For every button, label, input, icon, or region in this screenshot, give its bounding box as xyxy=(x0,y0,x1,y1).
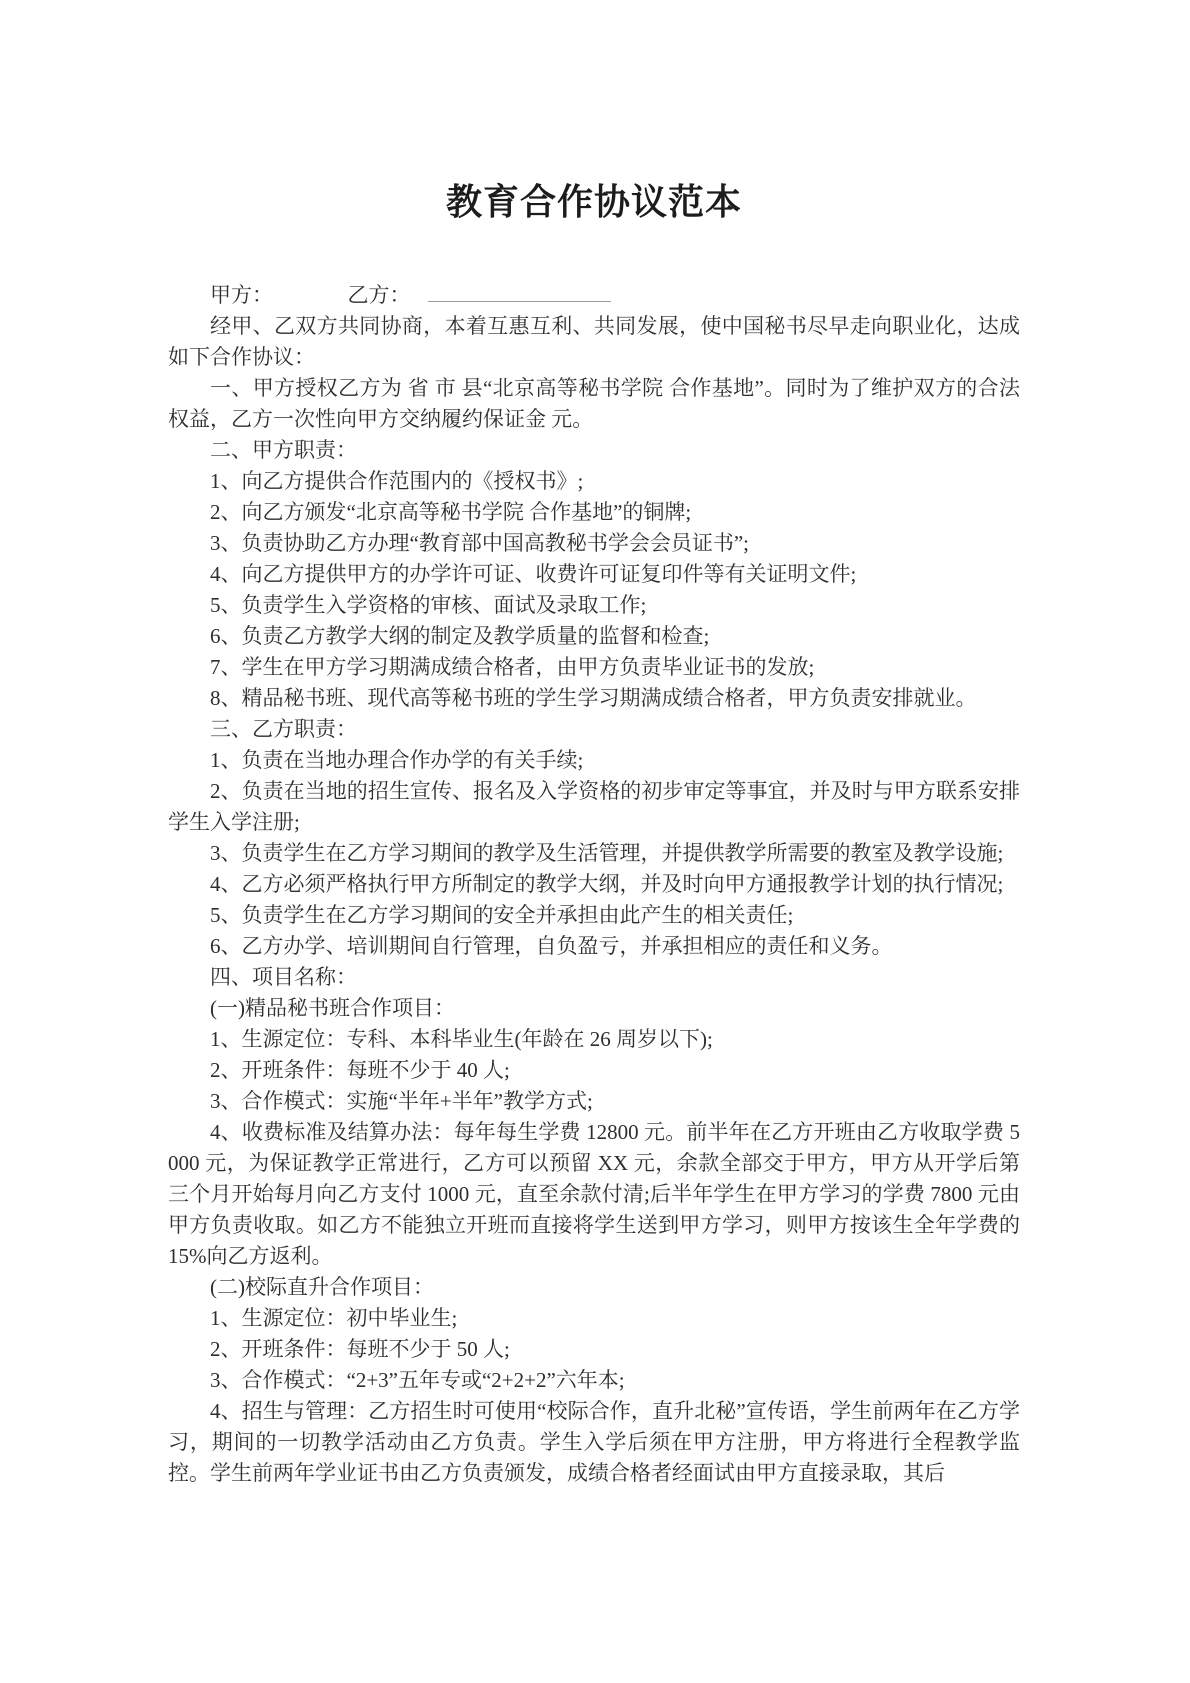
paragraph: 8、精品秘书班、现代高等秘书班的学生学习期满成绩合格者，甲方负责安排就业。 xyxy=(210,686,977,711)
paragraph: 一、甲方授权乙方为 省 市 县“北京高等秘书学院 合作基地”。同时为了维护双方的合法权益，乙方一次性向甲方交纳履约保证金 元。 xyxy=(168,376,1020,432)
paragraph: 5、负责学生在乙方学习期间的安全并承担由此产生的相关责任; xyxy=(210,903,794,928)
paragraph: 6、负责乙方教学大纲的制定及教学质量的监督和检查; xyxy=(210,624,710,649)
paragraph: 3、负责学生在乙方学习期间的教学及生活管理，并提供教学所需要的教室及教学设施; xyxy=(210,841,1004,866)
paragraph: 经甲、乙双方共同协商，本着互惠互利、共同发展，使中国秘书尽早走向职业化，达成如下合作协议： xyxy=(168,314,1020,370)
paragraph-list xyxy=(168,311,1020,1489)
paragraph: 二、甲方职责： xyxy=(210,438,357,463)
paragraph: 3、负责协助乙方办理“教育部中国高教秘书学会会员证书”; xyxy=(210,531,749,556)
paragraph: 2、开班条件：每班不少于 50 人; xyxy=(210,1337,510,1362)
paragraph: 1、生源定位：初中毕业生; xyxy=(210,1306,458,1331)
parties-line xyxy=(168,279,1020,311)
paragraph: 4、乙方必须严格执行甲方所制定的教学大纲，并及时向甲方通报教学计划的执行情况; xyxy=(210,872,1004,897)
paragraph: (一)精品秘书班合作项目： xyxy=(210,996,455,1021)
paragraph: 2、向乙方颁发“北京高等秘书学院 合作基地”的铜牌; xyxy=(210,500,692,525)
paragraph: 5、负责学生入学资格的审核、面试及录取工作; xyxy=(210,593,647,618)
paragraph: 4、招生与管理：乙方招生时可使用“校际合作，直升北秘”宣传语，学生前两年在乙方学习，期间的一切教学活动由乙方负责。学生入学后须在甲方注册，甲方将进行全程教学监控。学生前两年学业证书由乙方负责颁发，成绩合格者经面试由甲方直接录取，其后 xyxy=(168,1399,1020,1486)
paragraph: 1、向乙方提供合作范围内的《授权书》; xyxy=(210,469,584,494)
party-b-label: 乙方： xyxy=(347,283,411,308)
party-a-label: 甲方： xyxy=(210,283,273,308)
paragraph: 四、项目名称： xyxy=(210,965,357,990)
paragraph: 3、合作模式：“2+3”五年专或“2+2+2”六年本; xyxy=(210,1368,625,1393)
paragraph: 6、乙方办学、培训期间自行管理，自负盈亏，并承担相应的责任和义务。 xyxy=(210,934,893,959)
paragraph: 1、生源定位：专科、本科毕业生(年龄在 26 周岁以下); xyxy=(210,1027,713,1052)
paragraph: 2、开班条件：每班不少于 40 人; xyxy=(210,1058,510,1083)
paragraph: 1、负责在当地办理合作办学的有关手续; xyxy=(210,748,584,773)
document-body xyxy=(168,279,1020,1489)
paragraph: 7、学生在甲方学习期满成绩合格者，由甲方负责毕业证书的发放; xyxy=(210,655,815,680)
paragraph: (二)校际直升合作项目： xyxy=(210,1275,434,1300)
paragraph: 三、乙方职责： xyxy=(210,717,357,742)
page-title: 教育合作协议范本 xyxy=(445,182,742,222)
party-b-blank-underline xyxy=(428,279,611,302)
paragraph: 3、合作模式：实施“半年+半年”教学方式; xyxy=(210,1089,593,1114)
paragraph: 4、向乙方提供甲方的办学许可证、收费许可证复印件等有关证明文件; xyxy=(210,562,857,587)
paragraph: 2、负责在当地的招生宣传、报名及入学资格的初步审定等事宜，并及时与甲方联系安排学生入学注册; xyxy=(168,779,1020,835)
paragraph: 4、收费标准及结算办法：每年每生学费 12800 元。前半年在乙方开班由乙方收取学费 5000 元，为保证教学正常进行，乙方可以预留 XX 元，余款全部交于甲方，甲方从开学后第三个月开始每月向乙方支付 1000 元，直至余款付清;后半年学生在甲方学习的学费 7800 元由甲方负责收取。如乙方不能独立开班而直接将学生送到甲方学习，则甲方按该生全年学费的 15%向乙方返利。 xyxy=(168,1120,1020,1269)
